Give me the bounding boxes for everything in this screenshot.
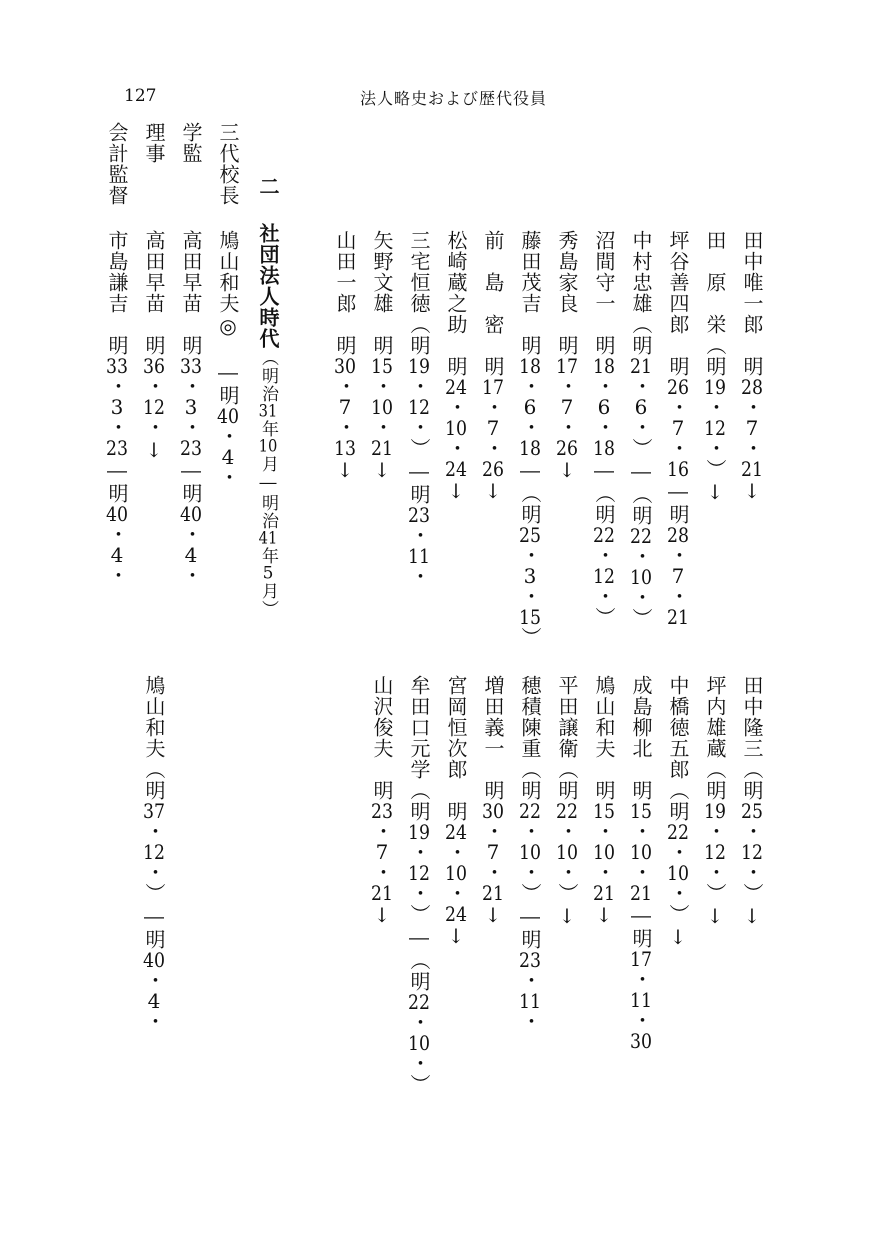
numeral: 18 [593,356,615,376]
officer-role: 理事 [142,122,166,164]
numeral: 28 [667,525,689,545]
numeral: 22 [630,526,652,546]
list-item: 宮岡恒次郎 明24・10・24↓ [444,675,468,949]
numeral: 22 [593,525,615,545]
numeral: 12 [593,566,615,586]
numeral: 21 [667,607,689,627]
numeral: 10 [408,1033,430,1053]
list-item: 中橋徳五郎（明22・10・）↓ [666,675,690,950]
numeral: 22 [667,822,689,842]
numeral: 40 [106,504,128,524]
numeral: 10 [593,842,615,862]
numeral: 7 [486,842,500,862]
list-item: 山沢俊夫 明23・7・21↓ [370,675,394,928]
numeral: 10 [519,842,541,862]
numeral: 15 [519,607,541,627]
numeral: 15 [371,356,393,376]
numeral: 18 [519,438,541,458]
numeral: 10 [667,863,689,883]
numeral: 7 [671,566,685,586]
numeral: 10 [630,842,652,862]
numeral: 3 [110,397,124,417]
list-item: 秀島家良 明17・7・26↓ [555,230,579,483]
numeral: 12 [143,397,165,417]
officer-entry: 市島謙吉 明33・3・23―明40・4・ [105,230,129,586]
numeral: 6 [634,397,648,417]
numeral: 12 [741,842,763,862]
list-item: 矢野文雄 明15・10・21↓ [370,230,394,483]
numeral: 23 [371,801,393,821]
numeral: 26 [556,438,578,458]
numeral: 26 [667,377,689,397]
numeral: 12 [704,418,726,438]
numeral: 40 [180,504,202,524]
list-item: 増田義一 明30・7・21↓ [481,675,505,928]
numeral: 33 [106,356,128,376]
officer-entry: 鳩山和夫◎ ―明40・4・ [216,230,240,488]
numeral: 24 [445,377,467,397]
numeral: 31 [258,403,278,420]
list-item: 山田一郎 明30・7・13↓ [333,230,357,483]
numeral: 12 [408,397,430,417]
numeral: 7 [375,842,389,862]
numeral: 25 [519,525,541,545]
list-item: 鳩山和夫 明15・10・21↓ [592,675,616,928]
numeral: 21 [593,883,615,903]
numeral: 28 [741,377,763,397]
numeral: 4 [147,991,161,1011]
numeral: 18 [593,438,615,458]
numeral: 10 [630,567,652,587]
numeral: 40 [217,406,239,426]
numeral: 33 [180,356,202,376]
officer-role: 会計監督 [105,122,129,206]
numeral: 12 [143,842,165,862]
numeral: 18 [519,356,541,376]
numeral: 11 [408,546,430,566]
numeral: 19 [704,801,726,821]
numeral: 4 [184,545,198,565]
numeral: 21 [371,438,393,458]
numeral: 3 [184,397,198,417]
numeral: 15 [630,801,652,821]
numeral: 7 [486,418,500,438]
section-title: 社団法人時代 [256,223,280,349]
numeral: 23 [408,505,430,525]
numeral: 13 [334,438,356,458]
numeral: 40 [143,950,165,970]
numeral: 11 [630,990,652,1010]
numeral: 21 [741,459,763,479]
running-title: 法人略史および歴代役員 [360,89,548,108]
list-item: 三宅恒徳（明19・12・）―明23・11・ [407,230,431,587]
numeral: 22 [408,992,430,1012]
list-item: 松崎蔵之助 明24・10・24↓ [444,230,468,504]
numeral: 21 [630,883,652,903]
list-item: 沼間守一 明18・6・18―（明22・12・） [592,230,616,628]
numeral: 7 [745,418,759,438]
numeral: 4 [110,545,124,565]
numeral: 23 [519,950,541,970]
numeral: 6 [523,397,537,417]
numeral: 17 [556,356,578,376]
numeral: 30 [334,356,356,376]
numeral: 7 [338,397,352,417]
numeral: 7 [671,418,685,438]
list-item: 平田譲衛（明22・10・）↓ [555,675,579,929]
numeral: 25 [741,801,763,821]
section-number: 二 [256,176,280,197]
numeral: 23 [106,438,128,458]
numeral: 37 [143,801,165,821]
list-item: 穂積陳重（明22・10・）―明23・11・ [518,675,542,1032]
list-item: 成島柳北 明15・10・21―明17・11・30 [629,675,653,1051]
numeral: 5 [262,565,274,582]
list-item: 坪内雄蔵（明19・12・）↓ [703,675,727,929]
numeral: 10 [445,418,467,438]
numeral: 10 [371,397,393,417]
numeral: 24 [445,459,467,479]
numeral: 21 [630,356,652,376]
numeral: 19 [408,356,430,376]
officer-entry: 高田早苗 明33・3・23―明40・4・ [179,230,203,586]
page-number: 127 [124,86,157,106]
list-item: 田 原 栄（明19・12・）↓ [703,230,727,505]
officer-role: 三代校長 [216,122,240,206]
numeral: 12 [704,842,726,862]
section-heading [258,176,278,618]
numeral: 17 [482,377,504,397]
numeral: 22 [519,801,541,821]
numeral: 22 [556,801,578,821]
numeral: 21 [482,883,504,903]
numeral: 11 [519,991,541,1011]
numeral: 26 [482,459,504,479]
list-item: 牟田口元学（明19・12・）―（明22・10・） [407,675,431,1095]
numeral: 16 [667,459,689,479]
list-item: 坪谷善四郎 明26・7・16―明28・7・21 [666,230,690,627]
numeral: 7 [560,397,574,417]
list-item: 前 島 密 明17・7・26↓ [481,230,505,504]
numeral: 24 [445,822,467,842]
numeral: 23 [180,438,202,458]
numeral: 3 [523,566,537,586]
numeral: 10 [556,842,578,862]
numeral: 6 [597,397,611,417]
numeral: 19 [408,822,430,842]
numeral: 17 [630,949,652,969]
list-item: 田中唯一郎 明28・7・21↓ [740,230,764,504]
officer-entry: 高田早苗 明36・12・↓ [142,230,166,463]
numeral: 24 [445,904,467,924]
numeral: 30 [482,801,504,821]
numeral: 21 [371,883,393,903]
list-item: 田中隆三（明25・12・）↓ [740,675,764,929]
numeral: 4 [221,447,235,467]
numeral: 41 [258,530,278,547]
numeral: 36 [143,356,165,376]
numeral: 30 [630,1031,652,1051]
officer-role: 学監 [179,122,203,164]
list-item: 中村忠雄（明21・6・）―（明22・10・） [629,230,653,629]
numeral: 10 [445,863,467,883]
numeral: 12 [408,863,430,883]
list-item: 藤田茂吉 明18・6・18―（明25・3・15） [518,230,542,648]
numeral: 10 [258,438,278,455]
numeral: 15 [593,801,615,821]
numeral: 19 [704,377,726,397]
officer-entry: 鳩山和夫（明37・12・）―明40・4・ [142,675,166,1032]
section-period: （明治31年10月―明治41年5月） [258,349,278,618]
